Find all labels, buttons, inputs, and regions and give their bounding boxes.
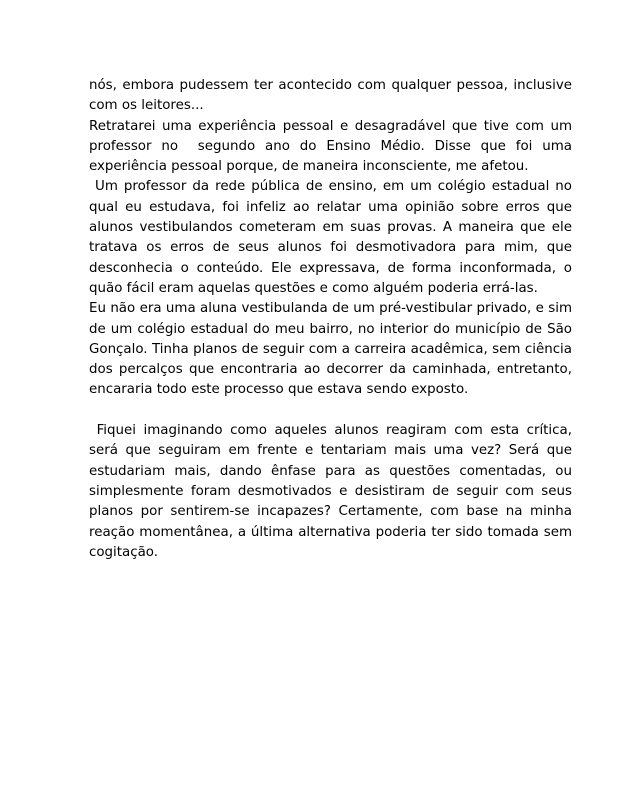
body-text [89,76,577,563]
paragraph-reflection: Fiquei imaginando como aqueles alunos reagiram com esta crítica, será que seguiram em frente e tentariam mais uma vez? Será que estudariam mais, dando ênfase para as questões comentadas, ou simplesmente foram desmotivados e desistiram de seguir com seus planos por sentirem-se incapazes? Certamente, com base na minha reação momentânea, a última alternativa poderia ter sido tomada sem cogitação. [89,423,577,560]
paragraph-gap [89,401,572,421]
paragraph-experience-intro: Retratarei uma experiência pessoal e desagradável que tive com um professor no segundo ano do Ensino Médio. Disse que foi uma experiência pessoal porque, de maneira inconsciente, me afetou. [89,118,577,175]
paragraph-teacher: Um professor da rede pública de ensino, em um colégio estadual no qual eu estudava, foi infeliz ao relatar uma opinião sobre erros que alunos vestibulandos cometeram em suas provas. A maneira que ele tratava os erros de seus alunos foi desmotivadora para mim, que desconhecia o conteúdo. Ele expressava, de forma inconformada, o quão fácil eram aquelas questões e como alguém poderia errá-las. [89,179,577,296]
paragraph-continuation: nós, embora pudessem ter acontecido com qualquer pessoa, inclusive com os leitores... [89,78,577,114]
paragraph-student-background: Eu não era uma aluna vestibulanda de um pré-vestibular privado, e sim de um colégio estadual do meu bairro, no interior do município de São Gonçalo. Tinha planos de seguir com a carreira acadêmica, sem ciência dos percalços que encontraria ao decorrer da caminhada, entretanto, encararia todo este processo que estava sendo exposto. [89,301,577,398]
